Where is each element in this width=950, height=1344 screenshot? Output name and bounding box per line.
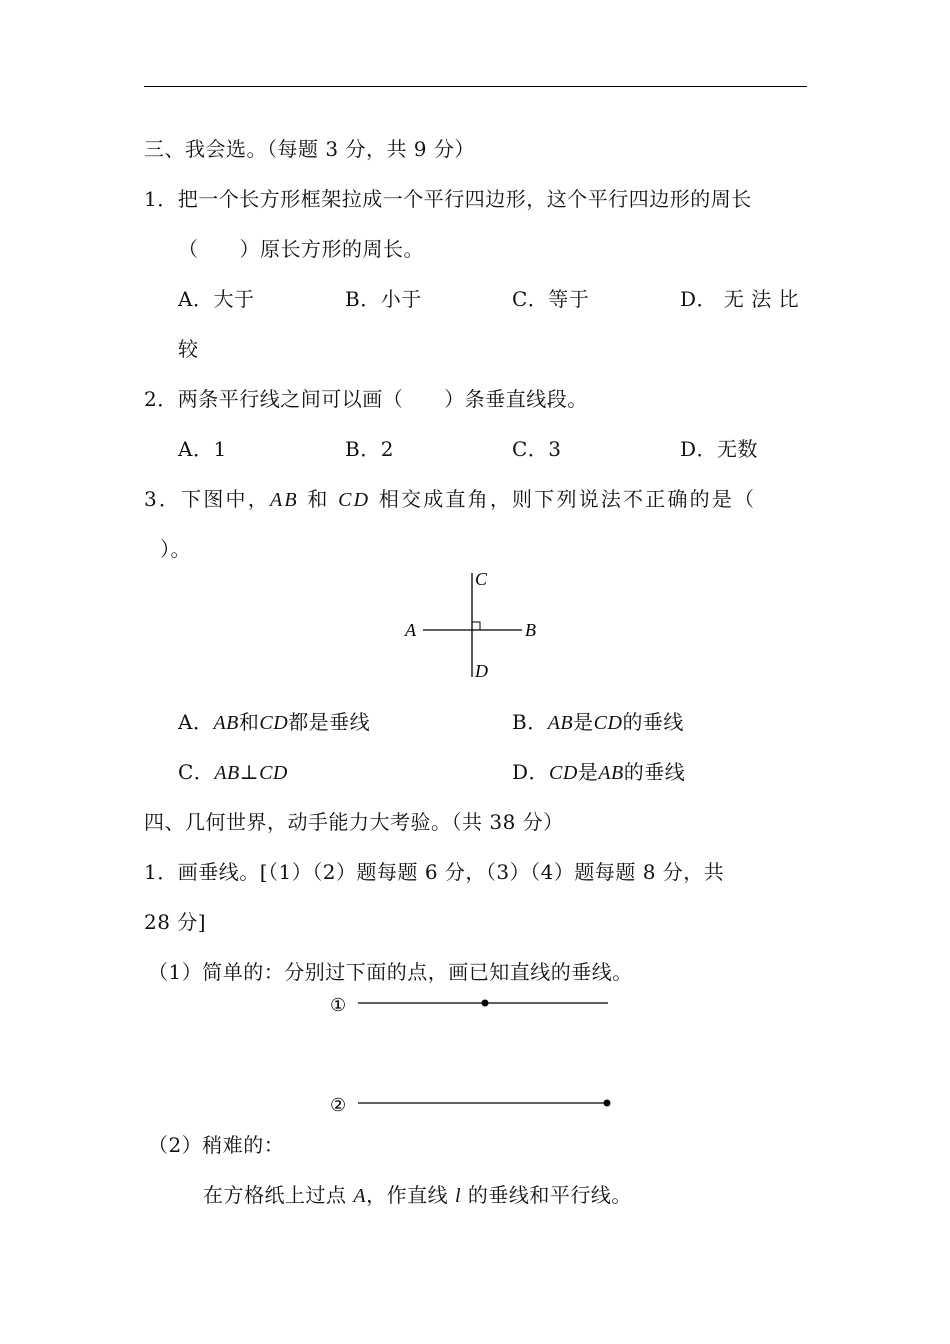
q2-option-b: B．2	[345, 437, 394, 461]
opt-term: CD	[593, 712, 623, 734]
line-figure-2	[325, 1090, 615, 1118]
s4-q1-line2: 28 分]	[144, 910, 207, 934]
line-figure-1	[325, 990, 615, 1018]
header-rule	[144, 86, 807, 87]
line-l: l	[454, 1185, 461, 1207]
s4-q1-line1: 1．画垂线。[（1）（2）题每题 6 分，（3）（4）题每题 8 分，共	[144, 860, 725, 884]
opt-term: AB	[213, 712, 239, 734]
opt-prefix: D．	[512, 760, 550, 784]
q2-text: 2．两条平行线之间可以画（ ）条垂直线段。	[144, 387, 588, 411]
figure-2-label: ②	[330, 1095, 347, 1115]
opt-mid: ⊥	[239, 760, 260, 784]
section4-heading: 四、几何世界，动手能力大考验。（共 38 分）	[144, 810, 564, 834]
perpendicular-figure	[395, 565, 555, 685]
label-a: A	[405, 620, 416, 640]
sub2-post: 的垂线和平行线。	[461, 1183, 632, 1207]
opt-prefix: A．	[178, 710, 214, 734]
q1-option-c: C．等于	[512, 287, 590, 311]
right-angle-mark	[472, 622, 480, 630]
opt-mid: 是	[573, 710, 594, 734]
figure-1-label: ①	[330, 995, 347, 1015]
point-a: A	[353, 1185, 367, 1207]
q1-line2: （ ）原长方形的周长。	[178, 237, 424, 261]
opt-term: AB	[547, 712, 574, 734]
q1-option-d: D． 无 法 比	[680, 287, 800, 311]
q3-cd: CD	[338, 489, 371, 511]
sub2-mid: ，作直线	[366, 1183, 455, 1207]
opt-prefix: B．	[512, 710, 548, 734]
opt-mid: 是	[577, 760, 599, 784]
q1-line1: 1．把一个长方形框架拉成一个平行四边形，这个平行四边形的周长	[144, 187, 752, 211]
opt-mid: 和	[238, 710, 260, 734]
opt-post: 的垂线	[622, 710, 684, 734]
q3-mid2: 相交成直角，则下列说法不正确的是（	[370, 487, 757, 511]
opt-term: CD	[259, 762, 288, 784]
opt-term: CD	[549, 762, 578, 784]
point-end-of-line	[604, 1100, 611, 1107]
opt-post: 都是垂线	[288, 710, 371, 734]
s4-sub2-text	[203, 1183, 632, 1208]
section3-heading: 三、我会选。（每题 3 分，共 9 分）	[144, 137, 475, 161]
q3-option-a	[178, 710, 370, 735]
opt-term: CD	[259, 712, 289, 734]
label-c: C	[475, 569, 488, 589]
q2-option-a: A．1	[178, 437, 227, 461]
q3-mid1: 和	[298, 487, 339, 511]
s4-sub1: （1）简单的：分别过下面的点，画已知直线的垂线。	[148, 960, 633, 984]
label-d: D	[475, 661, 488, 681]
q2-option-d: D．无数	[680, 437, 759, 461]
opt-prefix: C．	[178, 760, 215, 784]
q1-option-b: B．小于	[345, 287, 422, 311]
q3-option-c	[178, 760, 288, 785]
q1-option-d-cont: 较	[178, 337, 199, 361]
q2-option-c: C．3	[512, 437, 562, 461]
q1-option-a: A．大于	[178, 287, 255, 311]
sub2-pre: 在方格纸上过点	[203, 1183, 354, 1207]
opt-term: AB	[214, 762, 240, 784]
point-on-line	[482, 1000, 489, 1007]
q3-option-d	[512, 760, 685, 785]
s4-sub2: （2）稍难的：	[148, 1133, 285, 1157]
opt-post: 的垂线	[623, 760, 686, 784]
opt-term: AB	[598, 762, 624, 784]
q3-line1	[144, 487, 756, 512]
q3-option-b	[512, 710, 684, 735]
q3-pre: 3．下图中，	[144, 487, 270, 511]
q3-ab: AB	[269, 489, 299, 511]
label-b: B	[525, 620, 536, 640]
q3-line2: ）。	[160, 537, 191, 561]
